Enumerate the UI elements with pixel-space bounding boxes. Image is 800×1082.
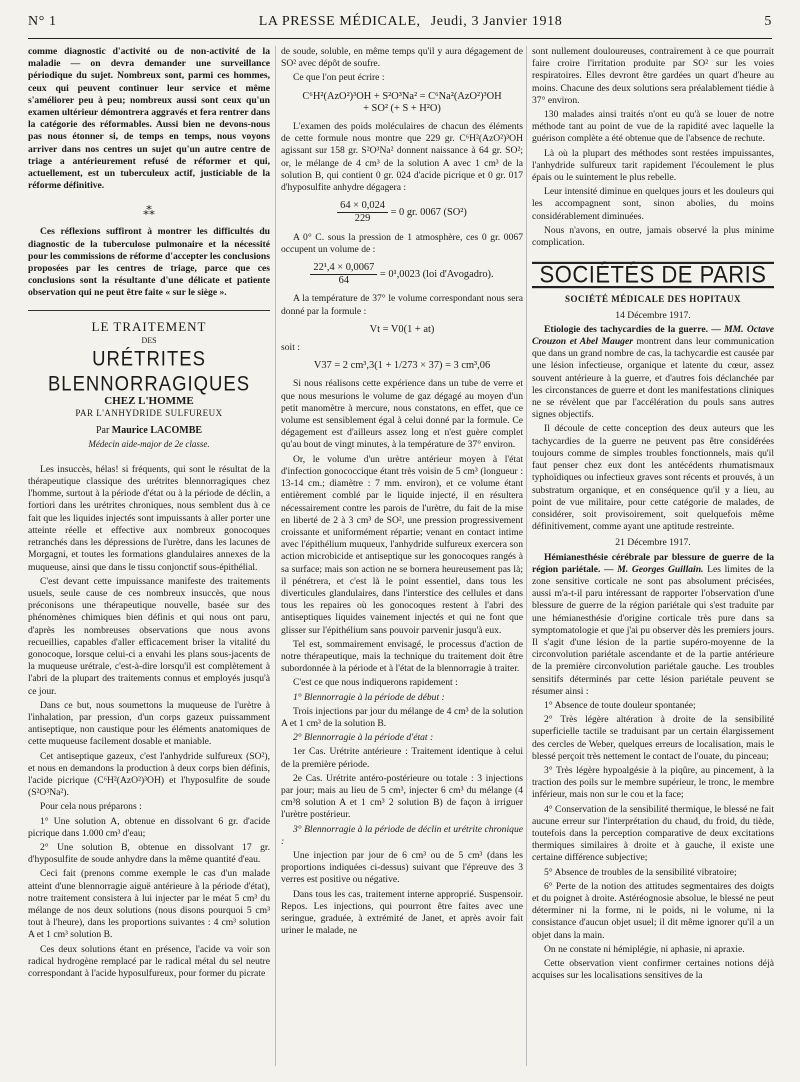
article-kicker: LE TRAITEMENT — [91, 318, 207, 334]
issue-date: Jeudi, 3 Janvier 1918 — [430, 14, 563, 29]
article-divider — [28, 310, 270, 311]
paragraph: 2° Une solution B, obtenue en dissolvant 17 gr. d'hyposulfite de soude anhydre dans la même quantité d'eau. — [28, 841, 270, 866]
subheading: 3° Blennorragie à la période de déclin et urétrite chronique : — [281, 823, 523, 847]
paragraph: Tel est, sommairement envisagé, le processus d'action de notre thérapeutique, mais la technique du traitement doit être subordonnée à la période et à l'état de la blennorragie à traiter. — [281, 638, 523, 675]
paragraph: 6° Perte de la notion des attitudes segmentaires des doigts et du poignet à droite. Astéréognosie absolue, le blessé ne peut déterminer ni la forme, ni le poids, ni le volume, ni la consistance d'aucun objet usuel; il dit même ignorer qu'il a un objet dans la main. — [532, 880, 774, 941]
fraction — [337, 200, 388, 225]
journal-name: LA PRESSE MÉDICALE, — [258, 14, 421, 29]
paragraph: sont nullement douloureuses, contrairement à ce que pourrait faire croire l'irritation produite par SO² sur les voies respiratoires. Elles devront être gardées un quart d'heure au moins. Chacune des deux solutions sera préalablement tiédie à 37° environ. — [532, 46, 774, 106]
paragraph: C'est ce que nous indiquerons rapidement : — [293, 677, 458, 689]
fraction-numerator: 64 × 0,024 — [337, 200, 388, 213]
communication-authors: M. Georges Guillain. — [617, 563, 704, 575]
paragraph: Une injection par jour de 6 cm³ ou de 5 cm³ (dans les proportions indiquées ci-dessus) suivant que l'épreuve des 3 verres est positive ou négative. — [281, 849, 523, 886]
paragraph: 130 malades ainsi traités n'ont eu qu'à se louer de notre méthode tant au point de vue de la rapidité avec laquelle la guérison complète a été obtenue que de l'absence de rechute. — [532, 109, 774, 145]
equation-gay-lussac: Vt = V0(1 + at) — [369, 323, 435, 335]
paragraph: 3° Très légère hypoalgésie à la piqûre, au pincement, à la traction des poils sur le membre supérieur, le tronc, le membre inférieur, mais non sur le cou et la face; — [532, 764, 774, 801]
equation-result: = 0 gr. 0067 (SO²) — [390, 207, 467, 219]
paragraph: Cette observation vient confirmer certaines notions déjà acquises sur les localisations sensitives de la — [532, 958, 774, 982]
paragraph: On ne constate ni hémiplégie, ni aphasie, ni apraxie. — [544, 943, 745, 955]
page-header — [28, 14, 772, 36]
article-des: DES — [141, 335, 157, 345]
paragraph: Ceci fait (prenons comme exemple le cas d'un malade atteint d'une blennorragie aiguë antérieure à la période d'état), notre traitement consistera à lui injecter par le méat 5 cm³ du mélange de nos deux solutions (nous disons pourquoi 5 cm³ tout à l'heure), dans les proportions suivantes : 4 cm³ solution A et 1 cm³ solution B. — [28, 868, 270, 941]
column-divider — [275, 46, 276, 1066]
paragraph: 2e Cas. Urétrite antéro-postérieure ou totale : 3 injections par jour; mais au lieu de 5 cm³, injecter 6 cm³ du mélange (4 cm³8 solution A et 1 cm³ 2 solution B) de façon à irriguer l'urètre postérieur. — [281, 772, 523, 821]
paragraph: Dans tous les cas, traitement interne approprié. Suspensoir. Repos. Les injections, qui pourront être faites avec une seringue, graduée, à extrémité de Janet, et après avoir fait uriner le malade, ne — [281, 888, 523, 937]
equation-line: + SO² (+ S + H²O) — [363, 102, 441, 114]
subheading: 1° Blennorragie à la période de début : — [293, 691, 445, 703]
chemical-equation — [281, 91, 523, 115]
communication-text: Les limites de la zone sensitive corticale ne sont pas absolument précisées, aussi m'a-t-il paru intéressant de rapporter l'observation d'une blessure de guerre de la région pariétale qui s'est traduite par une hémianesthésie d'origine corticale très pure dans sa symptomatologie et que j'ai pu observer dès les premiers jours. Il s'agit d'une lésion de la partie supéro-moyenne de la circonvolution pariétale ascendante et de la partie antérieure de la première circonvolution pariétale gauche. Les troubles sensitifs déterminés par cette lésion pariétale peuvent se résumer ainsi : — [532, 563, 774, 697]
communication — [532, 552, 774, 698]
journal-masthead — [256, 14, 566, 30]
fraction-denominator: 229 — [354, 213, 371, 225]
paragraph: C'est devant cette impuissance manifeste des traitements usuels, seule cause de ces nombreux insuccès, que nous préconisons une thérapeutique nouvelle, basée sur des phénomènes chimiques bien définis et qui nous ont paru, d'après les nombreuses observations que nous avons recueillies, capables d'aller efficacement briser la vitalité du gonocoque, lorsque celui-ci a envahi les plans sous-jacents de la muqueuse urétrale, c'est-à-dire lorsqu'il est complètement à l'abri de la plupart des traitements connus et employés jusqu'à ce jour. — [28, 575, 270, 697]
paragraph: de soude, soluble, en même temps qu'il y aura dégagement de SO² avec dépôt de soufre. — [281, 46, 523, 70]
fraction-denominator: 64 — [338, 275, 350, 287]
session-date: 14 Décembre 1917. — [615, 309, 691, 321]
communication — [532, 324, 774, 422]
column-2 — [281, 46, 523, 1066]
page-number: 5 — [764, 14, 772, 29]
paragraph: Leur intensité diminue en quelques jours et les douleurs qui les accompagnent sont, sinon abolies, du moins considérablement diminuées. — [532, 186, 774, 222]
paragraph: Trois injections par jour du mélange de 4 cm³ de la solution A et 1 cm³ de la solution B. — [281, 705, 523, 729]
article-title: URÉTRITES BLENNORRAGIQUES — [47, 345, 251, 396]
equation-v37: V37 = 2 cm³,3(1 + 1/273 × 37) = 3 cm³,06 — [313, 360, 491, 372]
issue-number: N° 1 — [28, 14, 57, 29]
paragraph: Si nous réalisons cette expérience dans un tube de verre et que nous mesurions le volume de gaz dégagé au moyen d'un petit manomètre à mercure, nous constatons, en effet, que ce volume est sensiblement égal à celui donné par la formule. Ce dégagement est d'ailleurs assez long et n'est guère complet qu'au bout de vingt minutes, à la température de 37° environ. — [281, 378, 523, 451]
author-name: Maurice LACOMBE — [111, 425, 203, 437]
subheading: 2° Blennorragie à la période d'état : — [293, 732, 434, 744]
equation-line: C⁶H²(AzO²)³OH + S²O³Na² = C⁶Na²(AzO²)³OH — [302, 90, 502, 102]
communication-authors: MM. Octave Crouzon et Abel Mauger — [532, 323, 774, 348]
paragraph: 2° Très légère altération à droite de la sensibilité superficielle tactile se traduisant par un certain élargissement des cercles de Weber, quelques erreurs de localisation, mais le blessé perçoit très nettement le contact de l'ouate, du pinceau; — [532, 714, 774, 762]
society-name: SOCIÉTÉ MÉDICALE DES HOPITAUX — [564, 294, 742, 305]
paragraph: Les insuccès, hélas! si fréquents, qui sont le résultat de la thérapeutique classique des urétrites blennorragiques chez l'homme, surtout à la période d'état ou à la période de déclin, a fortiori dans les urétrites chroniques, nous semblent dus à ce fait que les liquides injectés sont impuissants à aller porter une atteinte réelle et effective aux nombreux gonocoques retranchés dans les dépressions de l'urètre, dans les lacunes de Morgagni, et toutes les formations glandulaires annexes de la muqueuse, ainsi que dans le tissu conjonctif sous-épithélial. — [28, 463, 270, 573]
soit-label: soit : — [281, 342, 300, 354]
header-rule — [28, 38, 772, 39]
paragraph: Ces réflexions suffiront à montrer les difficultés du diagnostic de la tuberculose pulmonaire et la nécessité pour les commissions de réforme d'accepter les conclusions proposées par les centres de triage, parce que ces conclusions sont la résultante d'une délicate et patiente observation qui ne peut être faite « sur le siège ». — [28, 226, 270, 299]
paragraph: 5° Absence de troubles de la sensibilité vibratoire; — [544, 866, 737, 878]
paragraph: Or, le volume d'un urètre antérieur moyen à l'état d'infection gonococcique étant très voisin de 5 cm³ (longueur : 13-14 cm.; diamètre : 7 mm. environ), et ce volume étant entièrement comblé par le liquide injecté, il en résultera nécessairement contre les parois de l'urètre, du fait de la mise en liberté de 2 à 3 cm³ de SO², une pression progressivement croissante et uniformément répartie; venant en contact intime avec l'épithélium muqueux, l'anhydride sulfureux exercera son action microbicide et antiseptique sur les gonocoques rangés à sa surface; mais son action ne se bornera heureusement pas là; il pénétrera, et c'est là le point essentiel, dans tous les diverticules glandulaires, dans l'interstice des cellules et dans tous les repaires où les gonocoques restent à l'abri des antiseptiques liquides vainement injectés et qui ne font que glisser sur l'épithélium sans pouvoir parvenir jusqu'à eux. — [281, 453, 523, 636]
session-date: 21 Décembre 1917. — [615, 537, 691, 549]
equation-so2-mass — [281, 200, 523, 225]
paragraph: 4° Conservation de la sensibilité thermique, le blessé ne fait aucune erreur sur l'interprétation du chaud, du froid, du tiède, toutefois dans la perception comparative de deux excitations thermiques similaires à droite et à gauche, il existe une certaine différence subjective; — [532, 803, 774, 864]
section-title: SOCIÉTÉS DE PARIS — [532, 262, 774, 289]
communication-text: montrent dans leur communication que dans un grand nombre de cas, la tachycardie est causée par une lésion infectieuse, organique et latente du cœur, assez souvent antérieure à la guerre, et d'autres fois déclanchée par les circonstances de guerre et dont les manifestations cliniques ne se révèlent que par l'accélération du pouls sans autres signes objectifs. — [532, 336, 774, 421]
paragraph: Dans ce but, nous soumettons la muqueuse de l'urètre à l'inhalation, par pression, d'un corps gazeux puissamment antiseptique, non caustique pour les éléments anatomiques de cette muqueuse facilement dosable et maniable. — [28, 699, 270, 748]
paragraph: 1° Absence de toute douleur spontanée; — [544, 699, 696, 711]
equation-result: = 0¹,0023 (loi d'Avogadro). — [379, 269, 494, 281]
paragraph: 1er Cas. Urétrite antérieure : Traitement identique à celui de la première période. — [281, 746, 523, 770]
paragraph: Nous n'avons, en outre, jamais observé la plus minime complication. — [532, 224, 774, 249]
communication-title: Etiologie des tachycardies de la guerre. — — [544, 323, 721, 335]
paragraph: comme diagnostic d'activité ou de non-activité de la maladie — on devra demander une surveillance périodique du sujet. Nombreux sont, parmi ces hommes, ceux qui peuvent continuer leur service et même s'améliorer peu à peu; nombreux aussi sont ceux qu'un examen ultérieur démontrera aggravés et fera rentrer dans la catégorie des réformables. Aussi bien ne devons-nous pas nous étonner si, de temps en temps, nous voyons arriver dans nos centres un sujet qu'un autre centre de triage a antérieurement refusé de réformer et qui, actuellement, est un tuberculeux actif, justiciable de la réforme définitive. — [28, 46, 270, 192]
equation-volume — [281, 262, 523, 287]
paragraph: Il découle de cette conception des deux auteurs que les tachycardies de la guerre ne peuvent pas être considérées toujours comme de simples troubles fonctionnels, mais qu'il faut penser chez eux dont les antécédents rhumatismaux typhoïdiques ou infectieux graves sont récents et prouvés, à un substratum organique, et en conséquence qu'il y a lieu, au point de vue militaire, pour cette catégorie de malades, de considérer, soit provisoirement, soit quelquefois même définitivement, comme ayant une aptitude restreinte. — [532, 423, 774, 533]
paragraph: Cet antiseptique gazeux, c'est l'anhydride sulfureux (SO²), et nous en demandons la production à deux corps bien définis, l'acide picrique (C⁶H²(AzO²)³OH) et l'hyposulfite de soude (S²O³Na²). — [28, 750, 270, 799]
communication-title: Hémianesthésie cérébrale par blessure de guerre de la région pariétale. — — [532, 551, 774, 575]
paragraph: Là où la plupart des méthodes sont restées impuissantes, l'anhydride sulfureux tarit rapidement l'écoulement le plus épais ou le suintement le plus rebelle. — [532, 147, 774, 184]
fraction-numerator: 22¹,4 × 0,0067 — [310, 262, 377, 275]
asterism: ⁂ — [143, 204, 155, 219]
paragraph: A la température de 37° le volume correspondant nous sera donné par la formule : — [281, 293, 523, 317]
author-prefix: Par — [95, 425, 110, 437]
article-author — [28, 425, 270, 437]
column-1 — [28, 46, 270, 1066]
author-role: Médecin aide-major de 2e classe. — [88, 438, 210, 449]
paragraph: Pour cela nous préparons : — [40, 801, 142, 813]
paragraph: 1° Une solution A, obtenue en dissolvant 6 gr. d'acide picrique dans 1.000 cm³ d'eau; — [28, 815, 270, 839]
fraction — [310, 262, 377, 287]
paragraph: Ces deux solutions étant en présence, l'acide va voir son radical hydrogène remplacé par le radical métal du sel neutre correspondant à l'acide hyposulfureux, pour former du picrate — [28, 943, 270, 979]
paragraph: L'examen des poids moléculaires de chacun des éléments de cette formule nous montre que 229 gr. C⁶H²(AzO²)³OH agissant sur 158 gr. S²O³Na² donnent naissance à 64 gr. SO²; or, le mélange de 4 cm³ de la solution A avec 1 cm³ de la solution B, qui contient 0 gr. 024 d'acide picrique et 0 gr. 017 d'hyposulfite anhydre dégagera : — [281, 121, 523, 194]
article-subtitle: CHEZ L'HOMME — [104, 395, 194, 408]
paragraph: A 0° C. sous la pression de 1 atmosphère, ces 0 gr. 0067 occupent un volume de : — [281, 231, 523, 255]
column-3 — [532, 46, 774, 1066]
column-divider — [526, 46, 527, 1066]
paragraph: Ce que l'on peut écrire : — [293, 72, 385, 84]
article-subtitle-2: PAR L'ANHYDRIDE SULFUREUX — [75, 408, 223, 419]
